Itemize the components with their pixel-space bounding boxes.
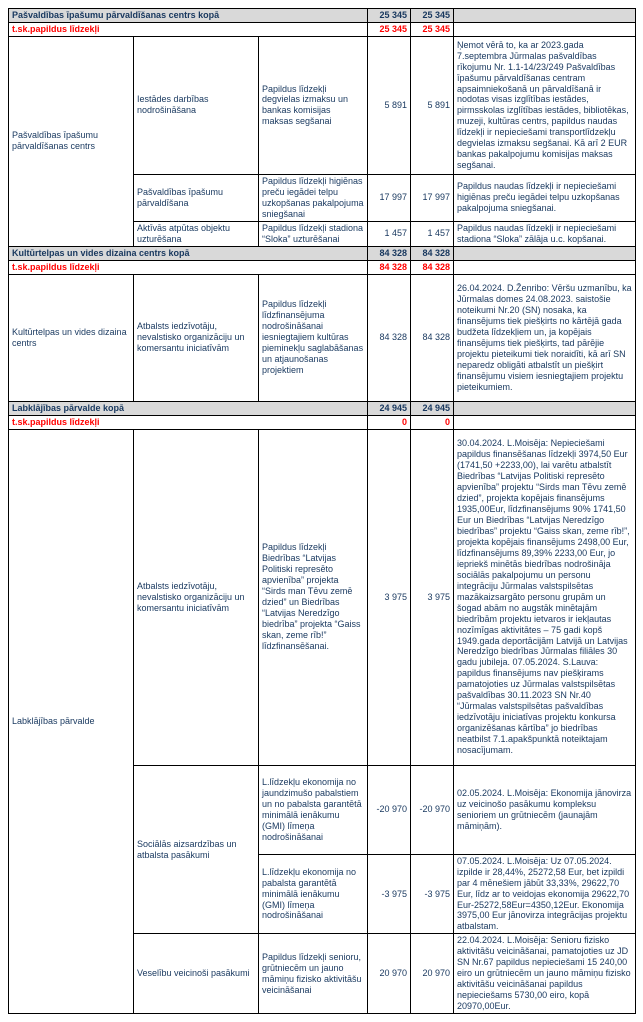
program-cell: Pašvaldības īpašumu pārvaldīšana [134,174,259,221]
amount-cell-1: 1 457 [368,221,411,246]
section1-total-amount-2: 25 345 [411,9,454,23]
department-cell: Kultūrtelpas un vides dizaina centrs [9,274,134,401]
program-cell: Iestādes darbības nodrošināšana [134,36,259,174]
amount-cell-2: 17 997 [411,174,454,221]
empty-cell [454,401,636,415]
section2-total-row [9,246,636,260]
section1-tsk-amount-2: 25 345 [411,22,454,36]
measure-cell: Papildus līdzekļi līdzfinansējuma nodrošināšanai iesniegtajiem kultūras pieminekļu saglabāšanas un atjaunošanas projektiem [259,274,368,401]
empty-cell [454,22,636,36]
program-cell: Aktīvās atpūtas objektu uzturēšana [134,221,259,246]
amount-cell-1: -3 975 [368,854,411,934]
empty-cell [454,260,636,274]
section2-title: Kultūrtelpas un vides dizaina centrs kopā [9,246,368,260]
section2-tsk-label: t.sk.papildus līdzekļi [9,260,368,274]
section1-total-amount-1: 25 345 [368,9,411,23]
measure-cell: Papildus līdzekļi stadiona “Sloka” uzturēšanai [259,221,368,246]
measure-cell: Papildus līdzekļi degvielas izmaksu un bankas komisijas maksas segšanai [259,36,368,174]
measure-cell: Papildus līdzekļi senioru, grūtniecēm un jauno māmiņu fizisko aktivitāšu veicināšanai [259,934,368,1014]
amount-cell-2: 3 975 [411,429,454,765]
measure-cell: Papildus līdzekļi Biedrības “Latvijas Politiski represēto apvienība” projekta “Sirds man Tēvu zemē dzied” un Biedrības “Latvijas Neredzīgo biedrība” projekta “Gaiss skan, zeme rīb!” līdzfinansēšanai. [259,429,368,765]
table-row [9,36,636,174]
amount-cell-2: -3 975 [411,854,454,934]
section1-tsk-amount-1: 25 345 [368,22,411,36]
department-cell: Pašvaldības īpašumu pārvaldīšanas centrs [9,36,134,246]
empty-cell [454,246,636,260]
amount-cell-2: -20 970 [411,765,454,854]
amount-cell-1: 17 997 [368,174,411,221]
amount-cell-1: 5 891 [368,36,411,174]
program-cell: Sociālās aizsardzības un atbalsta pasākumi [134,765,259,934]
empty-cell [454,415,636,429]
amount-cell-1: 3 975 [368,429,411,765]
section2-total-amount-1: 84 328 [368,246,411,260]
program-cell: Veselību veicinoši pasākumi [134,934,259,1014]
section1-tsk-label: t.sk.papildus līdzekļi [9,22,368,36]
note-cell: Papildus naudas līdzekļi ir nepieciešami stadiona “Sloka” zālāja u.c. kopšanai. [454,221,636,246]
note-cell: 22.04.2024. L.Moisēja: Senioru fizisko aktivitāšu veicināšanai, pamatojoties uz JD SN Nr.67 papildus nepieciešami 15 240,00 eiro un grūtniecēm un jauno māmiņu fizisko aktivitāšu veicināšanai papildus nepieciešams 5730,00 eiro, kopā 20970,00Eur. [454,934,636,1014]
section2-tsk-amount-2: 84 328 [411,260,454,274]
measure-cell: Papildus līdzekļi higiēnas preču iegādei telpu uzkopšanas pakalpojuma sniegšanai [259,174,368,221]
section1-tsk-row [9,22,636,36]
department-cell: Labklājības pārvalde [9,429,134,1014]
empty-cell [454,9,636,23]
amount-cell-2: 20 970 [411,934,454,1014]
note-cell: 30.04.2024. L.Moisēja: Nepieciešami papildus finansēšanas līdzekļi 3974,50 Eur (1741,50 +2233,00), lai varētu atbalstīt Biedrības “Latvijas Politiski represēto apvienība” projektu “Sirds man Tēvu zemē dzied”, projekta kopējais finansējums 1935,00Eur, līdzfinansējums 90% 1741,50 Eur un Biedrības “Latvijas Neredzīgo biedrības” projektu “Gaiss skan, zeme rīb!”, projekta kopējais finansējums 2498,00 Eur, līdzfinansējums 89,39% 2233,00 Eur, jo iepriekš minētās biedrības nodrošināja sociālās pakalpojumu un personu integrāciju Jūrmalas valstspilsētas mazākaizsargāto personu grupām un šogad abām no augstāk minētajām biedrībām projektu ietvaros ir iekļautas nozīmīgas aktivitātes – 75 gadi kopš 1949.gada deportācijām Latvijā un Latvijas Neredzīgo biedrības Jūrmalas filiāles 30 gadu jubileja. 07.05.2024. S.Lauva: papildus finansējums nav piešķirams pamatojoties uz Jūrmalas valstspilsētas pašvaldības 30.11.2023 SN Nr.40 “Jūrmalas valstspilsētas pašvaldības iedzīvotāju iniciatīvas projektu konkursa organizēšanas kārtība” jo biedrības neatbilst 7.1.apakšpunktā noteiktajam nosacījumam. [454,429,636,765]
table-row [9,274,636,401]
note-cell: Ņemot vērā to, ka ar 2023.gada 7.septembra Jūrmalas pašvaldības rīkojumu Nr. 1.1-14/23/249 Pašvaldības īpašumu pārvaldīšanas centram apsaimniekošanā un pārvaldīšanā ir nodotas visas izglītības iestādes, pirmsskolas izglītības iestādes, bibliotēkas, muzeji, kultūras centrs, papildus naudas līdzekļi ir nepieciešami transportlīdzekļu degvielas izmaksu segšanai. Kā arī 2 EUR bankas pakalpojumu komisijas maksas segšanai. [454,36,636,174]
section2-total-amount-2: 84 328 [411,246,454,260]
section3-tsk-label: t.sk.papildus līdzekļi [9,415,368,429]
amount-cell-2: 5 891 [411,36,454,174]
table-row [9,429,636,765]
amount-cell-1: 20 970 [368,934,411,1014]
budget-table [8,8,636,1014]
section1-total-row [9,9,636,23]
amount-cell-1: 84 328 [368,274,411,401]
measure-cell: L.līdzekļu ekonomija no jaundzimušo pabalstiem un no pabalsta garantētā minimālā ienākumu (GMI) līmeņa nodrošināšanai [259,765,368,854]
section1-title: Pašvaldības īpašumu pārvaldīšanas centrs kopā [9,9,368,23]
amount-cell-2: 84 328 [411,274,454,401]
section3-title: Labklājības pārvalde kopā [9,401,368,415]
section2-tsk-amount-1: 84 328 [368,260,411,274]
section3-total-row [9,401,636,415]
section3-total-amount-2: 24 945 [411,401,454,415]
amount-cell-2: 1 457 [411,221,454,246]
note-cell: 07.05.2024. L.Moisēja: Uz 07.05.2024. izpilde ir 28,44%, 25272,58 Eur, bet izpildi par 4 mēnešiem jābūt 33,33%, 29622,70 Eur, līdz ar to veidojas ekonomija 29622,70 Eur-25272,58Eur=4350,12Eur. Ekonomija 3975,00 Eur jānovirza integrācijas projektu atbalstam. [454,854,636,934]
program-cell: Atbalsts iedzīvotāju, nevalstisko organizāciju un komersantu iniciatīvām [134,274,259,401]
section3-tsk-amount-2: 0 [411,415,454,429]
program-cell: Atbalsts iedzīvotāju, nevalstisko organizāciju un komersantu iniciatīvām [134,429,259,765]
section3-tsk-amount-1: 0 [368,415,411,429]
section3-total-amount-1: 24 945 [368,401,411,415]
section2-tsk-row [9,260,636,274]
note-cell: 02.05.2024. L.Moisēja: Ekonomija jānovirza uz veicinošo pasākumu kompleksu senioriem un grūtniecēm (jaunajām māmiņām). [454,765,636,854]
note-cell: 26.04.2024. D.Ženribo: Vēršu uzmanību, ka Jūrmalas domes 24.08.2023. saistošie noteikumi Nr.20 (SN) nosaka, ka finansējums tiek piešķirts no kārtējā gada budžeta līdzekļiem un, ja kopējais finansējums tiek piešķirts, tad pārējie projektu pieteikumi tiek noraidīti, kā arī SN neparedz obligāti atbalstīt un piešķirt finansējumu visiem iesniegtajiem projektu pieteikumiem. [454,274,636,401]
section3-tsk-row [9,415,636,429]
amount-cell-1: -20 970 [368,765,411,854]
note-cell: Papildus naudas līdzekļi ir nepieciešami higiēnas preču iegādei telpu uzkopšanas pakalpojuma sniegšanai. [454,174,636,221]
measure-cell: L.līdzekļu ekonomija no pabalsta garantētā minimālā ienākumu (GMI) līmeņa nodrošināšanai [259,854,368,934]
